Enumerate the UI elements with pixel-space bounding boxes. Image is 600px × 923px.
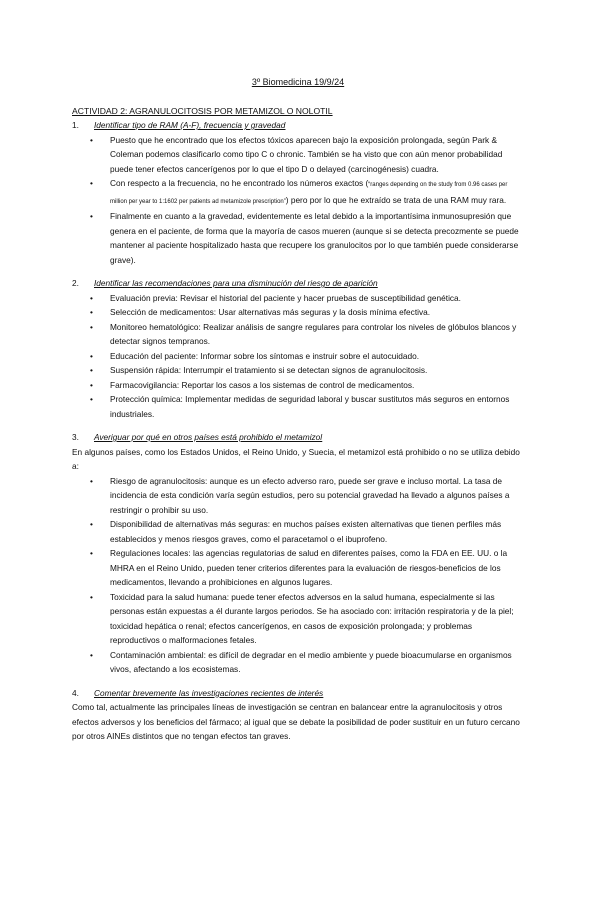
list-item: • Regulaciones locales: las agencias regulatorias de salud en diferentes países, como la FDA en EE. UU. o la MHRA en el Reino Unido, pueden tener criterios diferentes para la evaluación de riesgos-beneficios de los medicamentos, llevando a prohibiciones en algunos lugares. xyxy=(72,546,524,590)
document-page xyxy=(0,75,600,923)
section-2 xyxy=(72,276,524,421)
list-item: • Monitoreo hematológico: Realizar análisis de sangre regulares para controlar los niveles de glóbulos blancos y detectar signos tempranos. xyxy=(72,320,524,349)
question-3 xyxy=(72,430,524,445)
list-item: • Educación del paciente: Informar sobre los síntomas e instruir sobre el autocuidado. xyxy=(72,349,524,364)
question-number: 1. xyxy=(72,120,79,130)
section-3 xyxy=(72,430,524,677)
document-title: 3º Biomedicina 19/9/24 xyxy=(251,77,345,87)
question-1 xyxy=(72,118,524,133)
list-item: • Protección química: Implementar medidas de seguridad laboral y buscar sustitutos más seguros en entornos industriales. xyxy=(72,392,524,421)
list-item: • Puesto que he encontrado que los efectos tóxicos aparecen bajo la exposición prolongada, según Park & Coleman podemos clasificarlo como tipo C o chronic. También se ha visto que con aún menor probabilidad puede tener efectos cancerígenos por lo que el tipo D o delayed (carcinogénesis) cuadra. xyxy=(72,133,524,177)
bullet-list xyxy=(72,133,524,268)
question-4 xyxy=(72,686,524,701)
list-item: • Finalmente en cuanto a la gravedad, evidentemente es letal debido a la importantísima inmunosupresión que genera en el paciente, de forma que la mayoría de casos mueren (aunque si se detecta precozmente se puede mantener al paciente hospitalizado hasta que recupere los granulocitos por lo que también puede considerarse grave). xyxy=(72,209,524,267)
list-item: • Suspensión rápida: Interrumpir el tratamiento si se detectan signos de agranulocitosis. xyxy=(72,363,524,378)
bullet-list xyxy=(72,474,524,677)
question-text: Identificar las recomendaciones para una disminución del riesgo de aparición xyxy=(94,278,378,288)
bullet-list xyxy=(72,291,524,422)
question-number: 4. xyxy=(72,687,79,698)
question-text: Comentar brevemente las investigaciones recientes de interés xyxy=(94,687,324,698)
quoted-citation: “ranges depending on the study from 0.96 cases per million per year to 1:1602 per patients ad metamizole prescription” xyxy=(110,182,508,205)
question-text: Identificar tipo de RAM (A-F), frecuencia y gravedad xyxy=(94,120,286,130)
question-number: 3. xyxy=(72,432,79,442)
question-text: Averiguar por qué en otros países está prohibido el metamizol xyxy=(94,432,323,442)
section-1 xyxy=(72,118,524,267)
question-number: 2. xyxy=(72,278,79,288)
list-item: • Selección de medicamentos: Usar alternativas más seguras y la dosis mínima efectiva. xyxy=(72,305,524,320)
section-conclusion: Como tal, actualmente las principales líneas de investigación se centran en balancear entre la agranulocitosis y otros efectos adversos y los beneficios del fármaco; al igual que se debate la posibilidad de poder sustituir en un futuro cercano por otros AINEs distintos que no tengan efectos tan graves. xyxy=(72,702,520,741)
list-item: • Disponibilidad de alternativas más seguras: en muchos países existen alternativas que tienen perfiles más establecidos y menos riesgos graves, como el paracetamol o el ibuprofeno. xyxy=(72,517,524,546)
question-2 xyxy=(72,276,524,291)
list-item: • Farmacovigilancia: Reportar los casos a los sistemas de control de medicamentos. xyxy=(72,378,524,393)
list-item: • Con respecto a la frecuencia, no he encontrado los números exactos (“ranges depending on the study from 0.96 cases per million per year to 1:1602 per patients ad metamizole prescription”) pero por lo que he extraído se trata de una RAM muy rara. xyxy=(72,176,524,209)
list-item: • Contaminación ambiental: es difícil de degradar en el medio ambiente y puede bioacumularse en organismos vivos, afectando a los ecosistemas. xyxy=(72,648,524,677)
list-item: • Toxicidad para la salud humana: puede tener efectos adversos en la salud humana, especialmente si las personas están expuestas a él durante largos periodos. Se ha asociado con: irritación respiratoria y de la piel; toxicidad hepática o renal; efectos cancerígenos, en casos de exposición prolongada; y problemas reproductivos o malformaciones fetales. xyxy=(72,590,524,648)
list-item: • Riesgo de agranulocitosis: aunque es un efecto adverso raro, puede ser grave e incluso mortal. La tasa de incidencia de esta condición varía según estudios, pero su potencial gravedad ha llevado a algunos países a restringir o prohibir su uso. xyxy=(72,474,524,518)
section-4 xyxy=(72,686,524,744)
activity-heading: ACTIVIDAD 2: AGRANULOCITOSIS POR METAMIZOL O NOLOTIL xyxy=(72,106,333,116)
list-item: • Evaluación previa: Revisar el historial del paciente y hacer pruebas de susceptibilidad genética. xyxy=(72,291,524,306)
section-intro: En algunos países, como los Estados Unidos, el Reino Unido, y Suecia, el metamizol está prohibido o no se utiliza debido a: xyxy=(72,446,520,471)
